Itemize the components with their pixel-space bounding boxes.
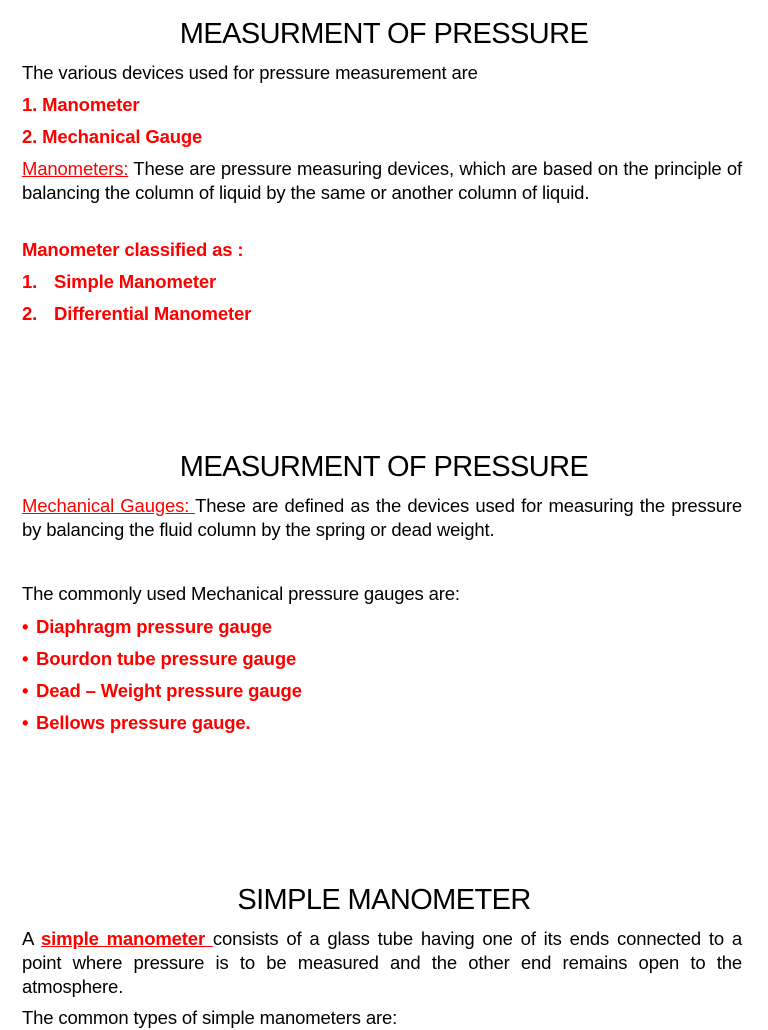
bullet-icon: • — [22, 680, 29, 701]
class-item-simple — [22, 270, 216, 294]
gauge-label: Bellows pressure gauge. — [36, 712, 251, 733]
slide-title: MEASURMENT OF PRESSURE — [179, 18, 589, 50]
classified-heading: Manometer classified as : — [22, 239, 244, 260]
gauge-label: Diaphragm pressure gauge — [36, 616, 272, 637]
simple-manometer-definition — [22, 927, 742, 999]
bullet-icon: • — [22, 712, 29, 733]
mechanical-gauges-definition — [22, 494, 742, 542]
bullet-icon: • — [22, 648, 29, 669]
manometers-definition — [22, 157, 742, 205]
gauge-item-dead-weight — [22, 679, 302, 703]
para-prefix: A — [22, 928, 42, 949]
gauge-label: Dead – Weight pressure gauge — [36, 680, 302, 701]
bullet-icon: • — [22, 616, 29, 637]
common-gauges-intro: The commonly used Mechanical pressure gauges are: — [22, 583, 460, 604]
manometers-term: Manometers: — [22, 158, 129, 179]
class-label: Differential Manometer — [54, 303, 252, 324]
simple-manometer-text: consists of a glass tube having one of its ends connected to a point where pressure is to be measured and the other end remains open to the atmosphere. — [22, 928, 742, 997]
intro-text: The various devices used for pressure measurement are — [22, 62, 478, 83]
class-label: Simple Manometer — [54, 271, 217, 292]
slide-simple-manometer — [0, 864, 768, 1028]
device-item-mechanical-gauge: 2. Mechanical Gauge — [22, 126, 203, 147]
gauge-label: Bourdon tube pressure gauge — [36, 648, 297, 669]
slide-title: MEASURMENT OF PRESSURE — [179, 451, 589, 483]
gauge-item-diaphragm — [22, 615, 272, 639]
mechanical-gauges-term: Mechanical Gauges: — [22, 495, 196, 516]
slide-title: SIMPLE MANOMETER — [237, 884, 531, 916]
slide-measurement-of-pressure-2 — [0, 432, 768, 842]
class-number: 1. — [22, 271, 38, 292]
gauge-item-bellows — [22, 711, 251, 735]
mechanical-gauges-text: These are defined as the devices used for measuring the pressure by balancing the fluid column by the spring or dead weight. — [22, 495, 742, 540]
simple-manometer-term: simple manometer — [41, 928, 213, 949]
manometers-text: These are pressure measuring devices, which are based on the principle of balancing the column of liquid by the same or another column of liquid. — [22, 158, 742, 203]
types-intro: The common types of simple manometers are: — [22, 1007, 398, 1028]
gauge-item-bourdon — [22, 647, 296, 671]
slide-measurement-of-pressure-1 — [0, 0, 768, 410]
class-number: 2. — [22, 303, 38, 324]
class-item-differential — [22, 302, 251, 326]
device-item-manometer: 1. Manometer — [22, 94, 140, 115]
